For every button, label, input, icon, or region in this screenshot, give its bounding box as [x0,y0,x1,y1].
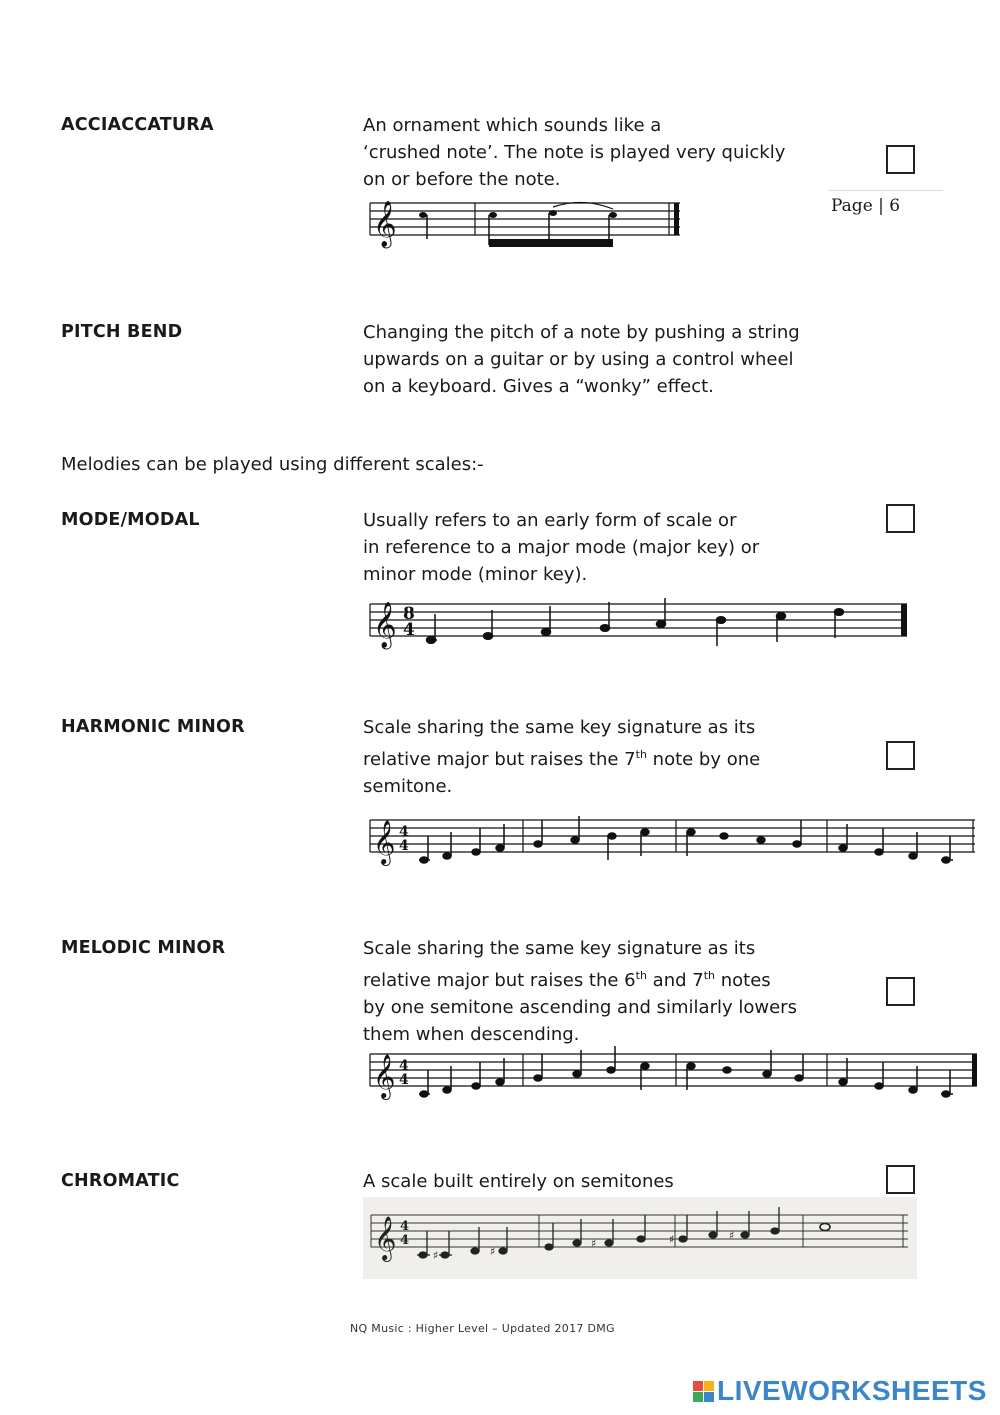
chromatic-time-sig-top: 4 [400,1219,410,1234]
term-chromatic: CHROMATIC [61,1171,180,1191]
desc-melodic-minor-sup2: th [703,969,715,982]
svg-text:♯: ♯ [591,1237,597,1250]
desc-acciaccatura: An ornament which sounds like a ‘crushed note’. The note is played very quickly on or before the note. [363,115,786,190]
checkbox-melodic-minor[interactable] [886,977,915,1006]
mode-time-sig-bottom: 4 [403,620,415,640]
desc-melodic-minor-part2: and 7 [646,970,704,991]
staff-acciaccatura [365,193,685,255]
mode-time-sig-top: 8 [403,604,415,624]
desc-harmonic-minor [363,714,843,800]
term-harmonic-minor: HARMONIC MINOR [61,717,245,737]
term-mode-modal: MODE/MODAL [61,510,200,530]
checkbox-mode-modal[interactable] [886,504,915,533]
melodic-time-sig-bottom: 4 [399,1072,409,1088]
scales-intro: Melodies can be played using different scales:- [61,454,484,475]
melodic-time-sig-top: 4 [399,1058,409,1074]
svg-text:𝄞: 𝄞 [374,1216,397,1260]
harmonic-time-sig-top: 4 [399,824,409,840]
svg-text:♯: ♯ [669,1233,675,1246]
desc-chromatic: A scale built entirely on semitones [363,1171,674,1192]
liveworksheets-logo-text: LIVEWORKSHEETS [717,1375,987,1406]
checkbox-harmonic-minor[interactable] [886,741,915,770]
chromatic-time-sig-bottom: 4 [400,1233,410,1248]
desc-harmonic-minor-part2: note by one semitone. [363,749,761,797]
desc-harmonic-minor-sup: th [635,748,647,761]
desc-melodic-minor [363,935,843,1048]
svg-text:𝄞: 𝄞 [373,602,397,648]
staff-melodic-minor [365,1042,980,1104]
footer-text: NQ Music : Higher Level – Updated 2017 DMG [350,1322,615,1335]
desc-harmonic-minor-part1: Scale sharing the same key signature as its relative major but raises the 7 [363,717,756,770]
desc-melodic-minor-sup1: th [635,969,647,982]
svg-text:𝄞: 𝄞 [373,820,396,864]
liveworksheets-logo-icon [693,1381,714,1402]
staff-mode-modal [365,592,910,656]
svg-text:♯: ♯ [729,1229,735,1242]
liveworksheets-logo [693,1375,987,1407]
harmonic-time-sig-bottom: 4 [399,838,409,854]
term-pitch-bend: PITCH BEND [61,322,183,342]
checkbox-acciaccatura[interactable] [886,145,915,174]
desc-melodic-minor-part3: notes by one semitone ascending and similarly lowers them when descending. [363,970,797,1045]
staff-chromatic [363,1197,917,1279]
svg-text:𝄞: 𝄞 [373,1054,396,1098]
desc-melodic-minor-part1: Scale sharing the same key signature as its relative major but raises the 6 [363,938,756,991]
term-acciaccatura: ACCIACCATURA [61,115,214,135]
page-number-header: Page | 6 [828,190,943,216]
term-melodic-minor: MELODIC MINOR [61,938,226,958]
desc-mode-modal: Usually refers to an early form of scale or in reference to a major mode (major key) or minor mode (minor key). [363,510,760,585]
staff-harmonic-minor [365,812,980,874]
svg-text:𝄞: 𝄞 [373,201,397,247]
checkbox-chromatic[interactable] [886,1165,915,1194]
svg-text:♯: ♯ [490,1245,496,1258]
svg-text:♯: ♯ [433,1249,439,1262]
desc-pitch-bend: Changing the pitch of a note by pushing a string upwards on a guitar or by using a control wheel on a keyboard. Gives a “wonky” effect. [363,322,800,397]
